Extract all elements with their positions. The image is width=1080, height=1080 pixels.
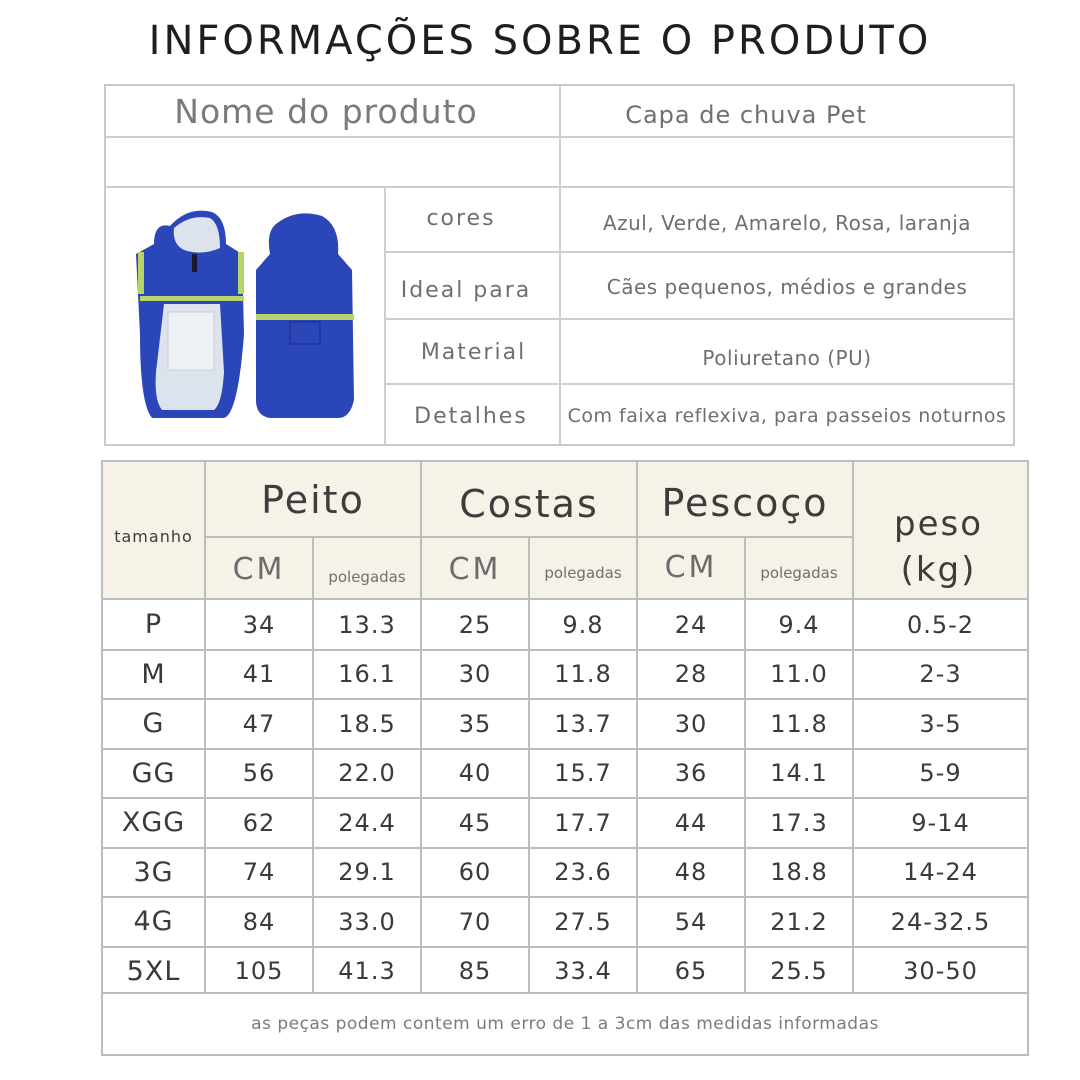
neck-header: Pescoço [661, 481, 829, 525]
chest-cm-cell: 41 [242, 660, 276, 689]
neck-in-cell: 25.5 [770, 957, 828, 986]
back-in-cell: 13.7 [554, 709, 612, 738]
back-cm-cell: 25 [458, 610, 492, 639]
product-name-value: Capa de chuva Pet [625, 101, 867, 129]
size-cell: M [141, 658, 166, 690]
neck-cm-cell: 24 [674, 610, 708, 639]
neck-cm-cell: 28 [674, 660, 708, 689]
row-divider [103, 896, 1027, 898]
neck-cm-cell: 65 [674, 957, 708, 986]
chest-cm-cell: 84 [242, 907, 276, 936]
chest-cm-cell: 62 [242, 808, 276, 837]
size-cell: 3G [133, 856, 174, 888]
weight-header-line1: peso [893, 504, 983, 544]
back-in-cell: 15.7 [554, 759, 612, 788]
chest-in-cell: 33.0 [338, 907, 396, 936]
chest-cm-cell: 47 [242, 709, 276, 738]
neck-in-cell: 11.8 [770, 709, 828, 738]
back-in-cell: 9.8 [562, 610, 604, 639]
row-divider [103, 797, 1027, 799]
chest-cm-cell: 74 [242, 858, 276, 887]
chest-in-header: polegadas [328, 568, 406, 586]
product-name-label: Nome do produto [174, 91, 478, 131]
colors-value: Azul, Verde, Amarelo, Rosa, laranja [602, 210, 972, 235]
back-in-cell: 17.7 [554, 808, 612, 837]
row-divider [103, 748, 1027, 750]
raincoat-front-view [136, 211, 244, 418]
neck-cm-cell: 54 [674, 907, 708, 936]
size-cell: GG [131, 757, 176, 789]
back-cm-cell: 40 [458, 759, 492, 788]
neck-cm-cell: 44 [674, 808, 708, 837]
back-cm-cell: 45 [458, 808, 492, 837]
row-divider [103, 698, 1027, 700]
chest-in-cell: 24.4 [338, 808, 396, 837]
back-in-cell: 11.8 [554, 660, 612, 689]
weight-cell: 30-50 [903, 957, 978, 986]
neck-in-header: polegadas [760, 564, 838, 582]
neck-in-cell: 21.2 [770, 907, 828, 936]
back-cm-cell: 35 [458, 709, 492, 738]
neck-cm-cell: 36 [674, 759, 708, 788]
back-in-cell: 33.4 [554, 957, 612, 986]
chest-cm-cell: 105 [234, 957, 284, 986]
neck-in-cell: 9.4 [778, 610, 820, 639]
weight-cell: 2-3 [919, 660, 962, 689]
back-cm-cell: 60 [458, 858, 492, 887]
neck-cm-cell: 48 [674, 858, 708, 887]
back-cm-header: CM [448, 551, 502, 587]
material-value: Poliuretano (PU) [702, 345, 872, 370]
weight-cell: 3-5 [919, 709, 962, 738]
neck-in-cell: 11.0 [770, 660, 828, 689]
chest-in-cell: 16.1 [338, 660, 396, 689]
chest-cm-cell: 56 [242, 759, 276, 788]
neck-in-cell: 17.3 [770, 808, 828, 837]
neck-cm-cell: 30 [674, 709, 708, 738]
neck-in-cell: 18.8 [770, 858, 828, 887]
back-in-header: polegadas [544, 564, 622, 582]
details-value: Com faixa reflexiva, para passeios noturnos [567, 405, 1007, 427]
ideal-for-label: Ideal para [400, 278, 532, 303]
chest-in-cell: 18.5 [338, 709, 396, 738]
product-info-table [104, 84, 1015, 446]
size-cell: 4G [133, 906, 174, 938]
product-photo [128, 204, 358, 426]
chest-in-cell: 13.3 [338, 610, 396, 639]
size-cell: XGG [121, 807, 186, 839]
ideal-for-value: Cães pequenos, médios e grandes [606, 274, 968, 299]
chest-in-cell: 22.0 [338, 759, 396, 788]
weight-cell: 5-9 [919, 759, 962, 788]
back-cm-cell: 70 [458, 907, 492, 936]
measurement-note: as peças podem contem um erro de 1 a 3cm das medidas informadas [251, 1014, 879, 1034]
weight-cell: 24-32.5 [890, 907, 991, 936]
chest-cm-header: CM [232, 551, 286, 587]
weight-header-line2: (kg) [900, 550, 977, 590]
chest-cm-cell: 34 [242, 610, 276, 639]
back-cm-cell: 30 [458, 660, 492, 689]
raincoat-back-view [256, 213, 354, 418]
raincoat-illustration [128, 204, 358, 426]
back-in-cell: 23.6 [554, 858, 612, 887]
weight-cell: 0.5-2 [906, 610, 975, 639]
weight-cell: 14-24 [903, 858, 978, 887]
grid-line [204, 536, 854, 538]
weight-cell: 9-14 [911, 808, 970, 837]
size-column-header: tamanho [114, 526, 193, 546]
back-in-cell: 27.5 [554, 907, 612, 936]
row-divider [103, 649, 1027, 651]
chest-in-cell: 29.1 [338, 858, 396, 887]
colors-label: cores [426, 206, 496, 231]
back-cm-cell: 85 [458, 957, 492, 986]
back-header: Costas [459, 482, 599, 526]
row-divider [103, 847, 1027, 849]
size-chart-table [101, 460, 1029, 1056]
size-cell: P [144, 609, 163, 641]
details-label: Detalhes [414, 403, 528, 429]
row-divider [103, 946, 1027, 948]
page-title: INFORMAÇÕES SOBRE O PRODUTO [148, 18, 932, 64]
size-cell: G [142, 708, 165, 740]
neck-cm-header: CM [664, 549, 718, 585]
chest-header: Peito [261, 478, 365, 522]
chest-in-cell: 41.3 [338, 957, 396, 986]
size-cell: 5XL [126, 955, 181, 987]
neck-in-cell: 14.1 [770, 759, 828, 788]
material-label: Material [420, 340, 527, 365]
